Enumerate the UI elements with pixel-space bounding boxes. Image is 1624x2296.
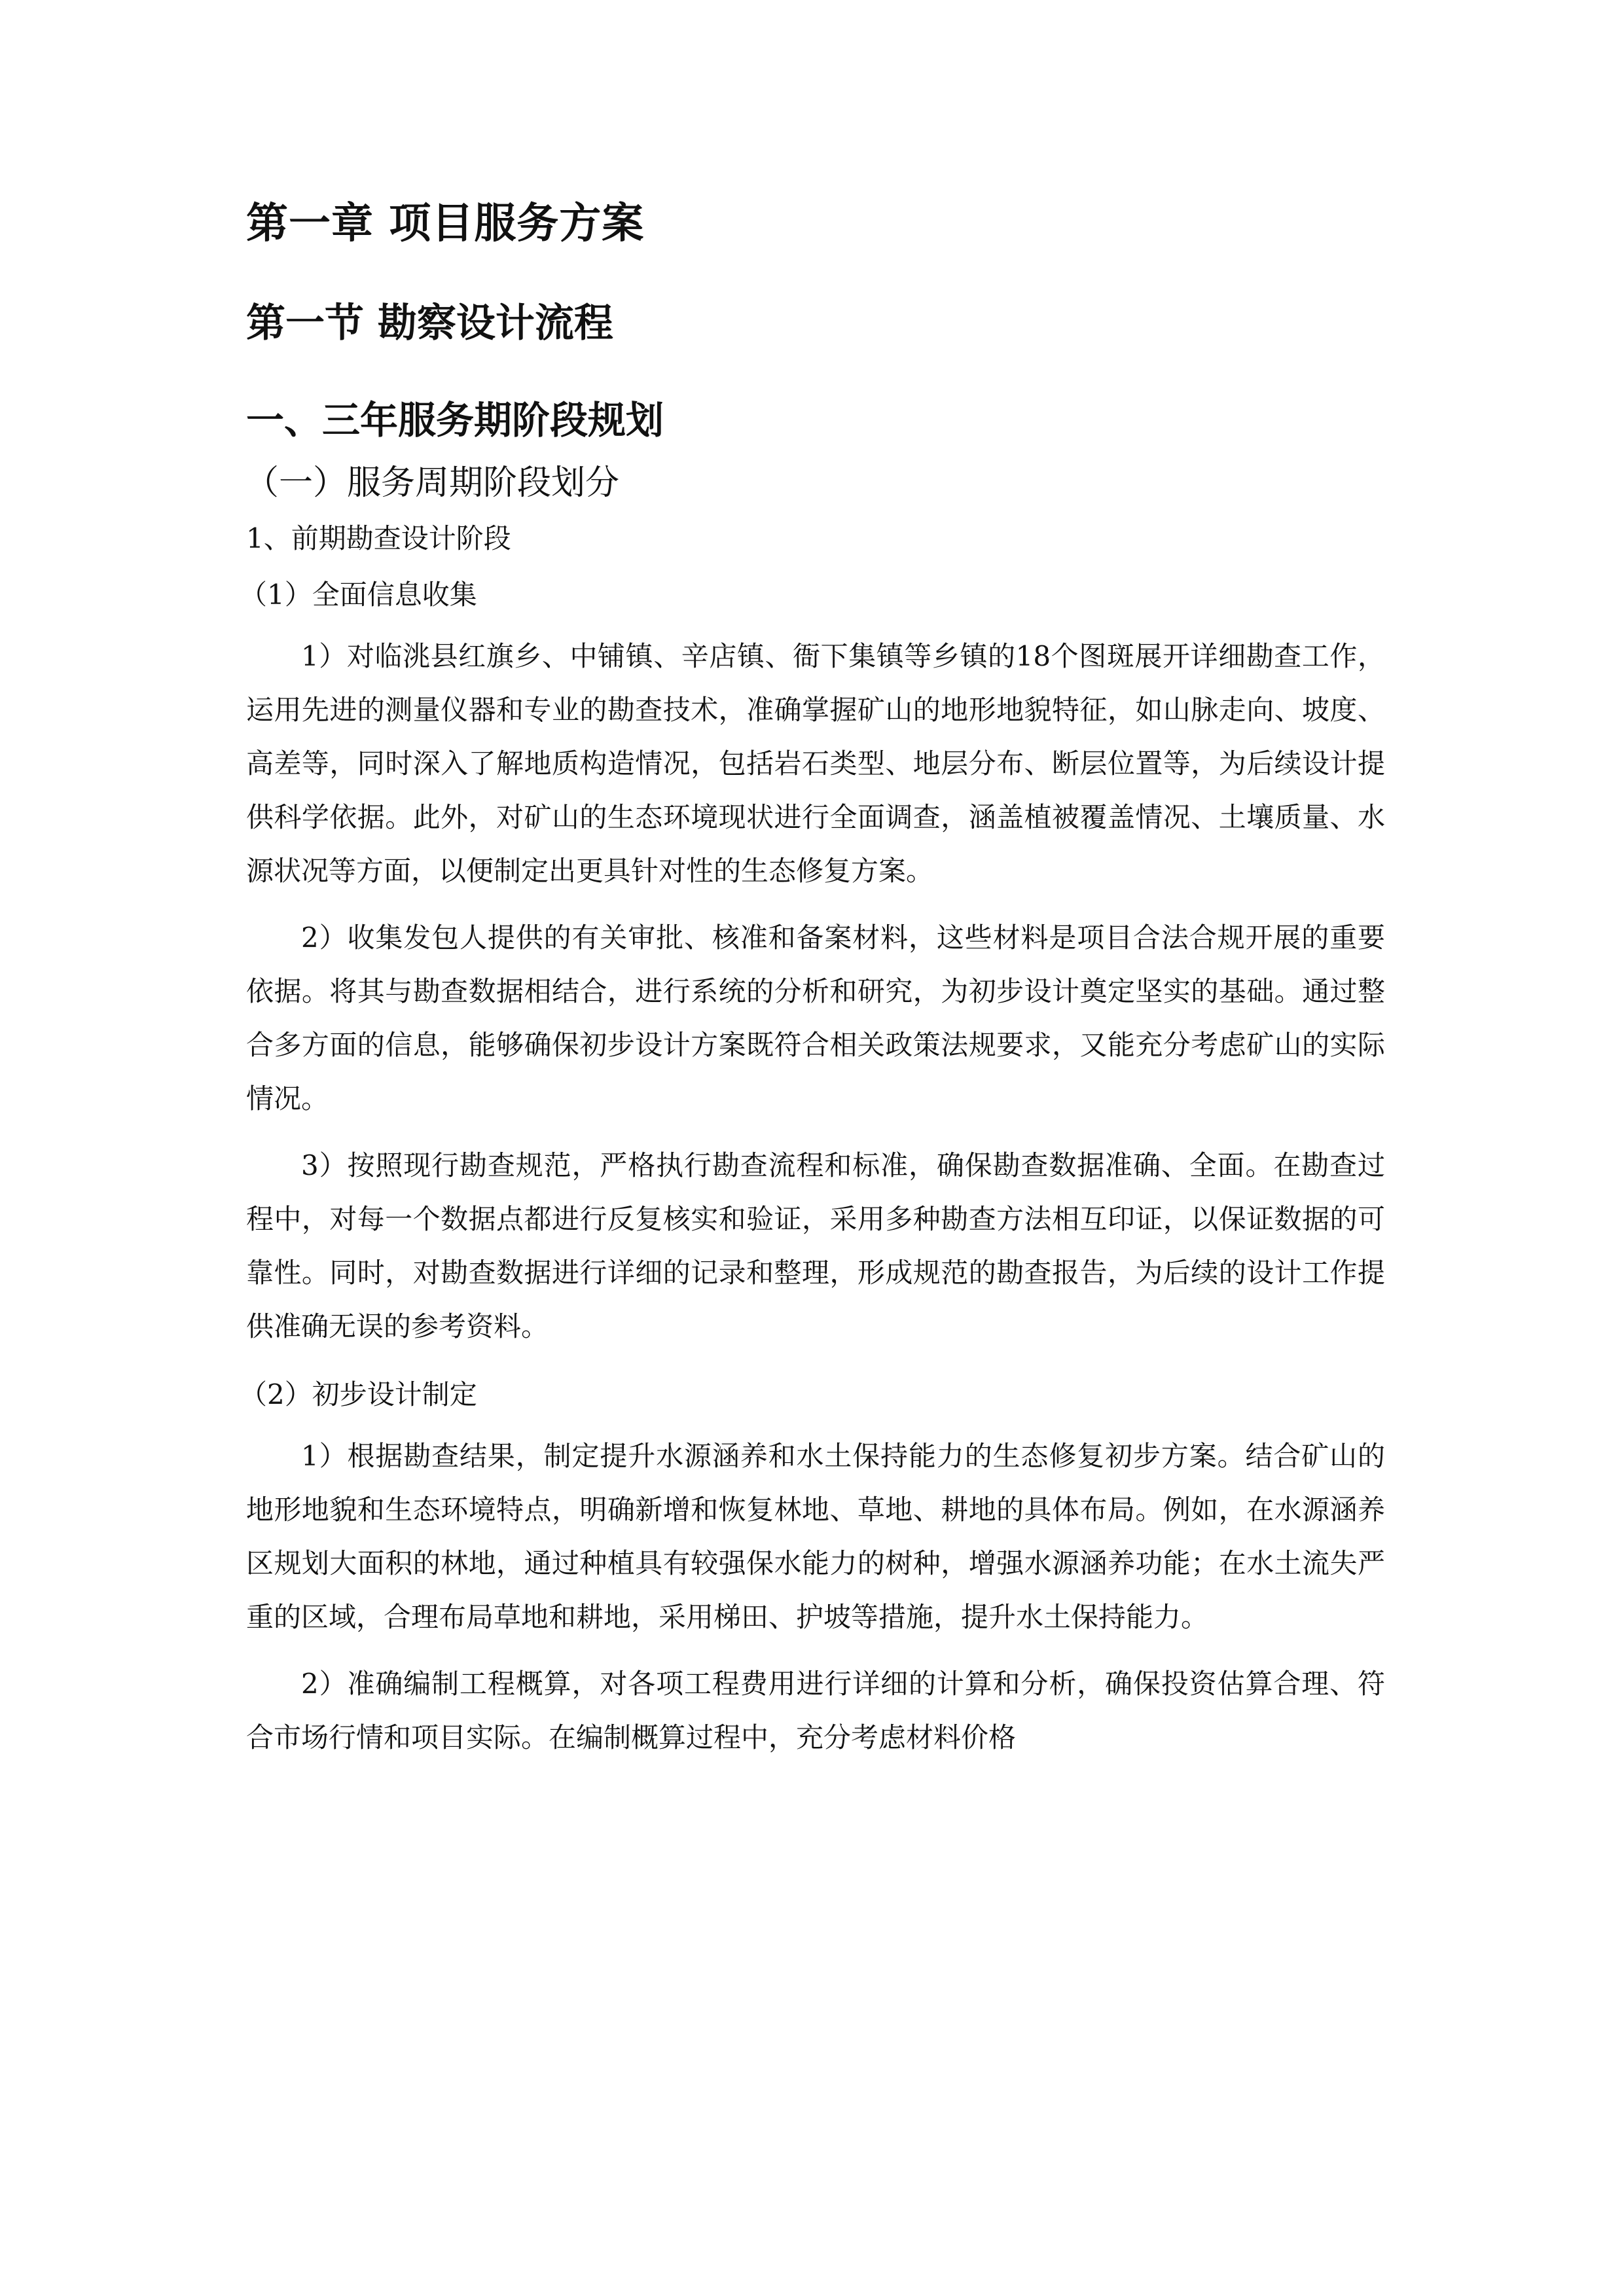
- heading-level-2: （一）服务周期阶段划分: [245, 463, 620, 503]
- heading-level-3: 1、前期勘查设计阶段: [246, 522, 511, 554]
- subheading-info-collection: （1）全面信息收集: [240, 579, 477, 611]
- subheading-preliminary-design: （2）初步设计制定: [240, 1378, 477, 1410]
- chapter-title: 第一章 项目服务方案: [246, 200, 645, 248]
- paragraph: 2）准确编制工程概算，对各项工程费用进行详细的计算和分析，确保投资估算合理、符合市场行情和项目实际。在编制概算过程中，充分考虑材料价格: [246, 1668, 1385, 1753]
- document-body: [240, 191, 1385, 1778]
- paragraph: 2）收集发包人提供的有关审批、核准和备案材料，这些材料是项目合法合规开展的重要依据。将其与勘查数据相结合，进行系统的分析和研究，为初步设计奠定坚实的基础。通过整合多方面的信息，能够确保初步设计方案既符合相关政策法规要求，又能充分考虑矿山的实际情况。: [246, 922, 1385, 1115]
- paragraph: 1）对临洮县红旗乡、中铺镇、辛店镇、衙下集镇等乡镇的18个图斑展开详细勘查工作，运用先进的测量仪器和专业的勘查技术，准确掌握矿山的地形地貌特征，如山脉走向、坡度、高差等，同时深入了解地质构造情况，包括岩石类型、地层分布、断层位置等，为后续设计提供科学依据。此外，对矿山的生态环境现状进行全面调查，涵盖植被覆盖情况、土壤质量、水源状况等方面，以便制定出更具针对性的生态修复方案。: [246, 640, 1385, 887]
- section-title: 第一节 勘察设计流程: [246, 300, 613, 346]
- paragraph: 3）按照现行勘查规范，严格执行勘查流程和标准，确保勘查数据准确、全面。在勘查过程中，对每一个数据点都进行反复核实和验证，采用多种勘查方法相互印证，以保证数据的可靠性。同时，对勘查数据进行详细的记录和整理，形成规范的勘查报告，为后续的设计工作提供准确无误的参考资料。: [246, 1149, 1385, 1342]
- heading-level-1: 一、三年服务期阶段规划: [246, 398, 664, 442]
- paragraph: 1）根据勘查结果，制定提升水源涵养和水土保持能力的生态修复初步方案。结合矿山的地形地貌和生态环境特点，明确新增和恢复林地、草地、耕地的具体布局。例如，在水源涵养区规划大面积的林地，通过种植具有较强保水能力的树种，增强水源涵养功能；在水土流失严重的区域，合理布局草地和耕地，采用梯田、护坡等措施，提升水土保持能力。: [246, 1440, 1385, 1633]
